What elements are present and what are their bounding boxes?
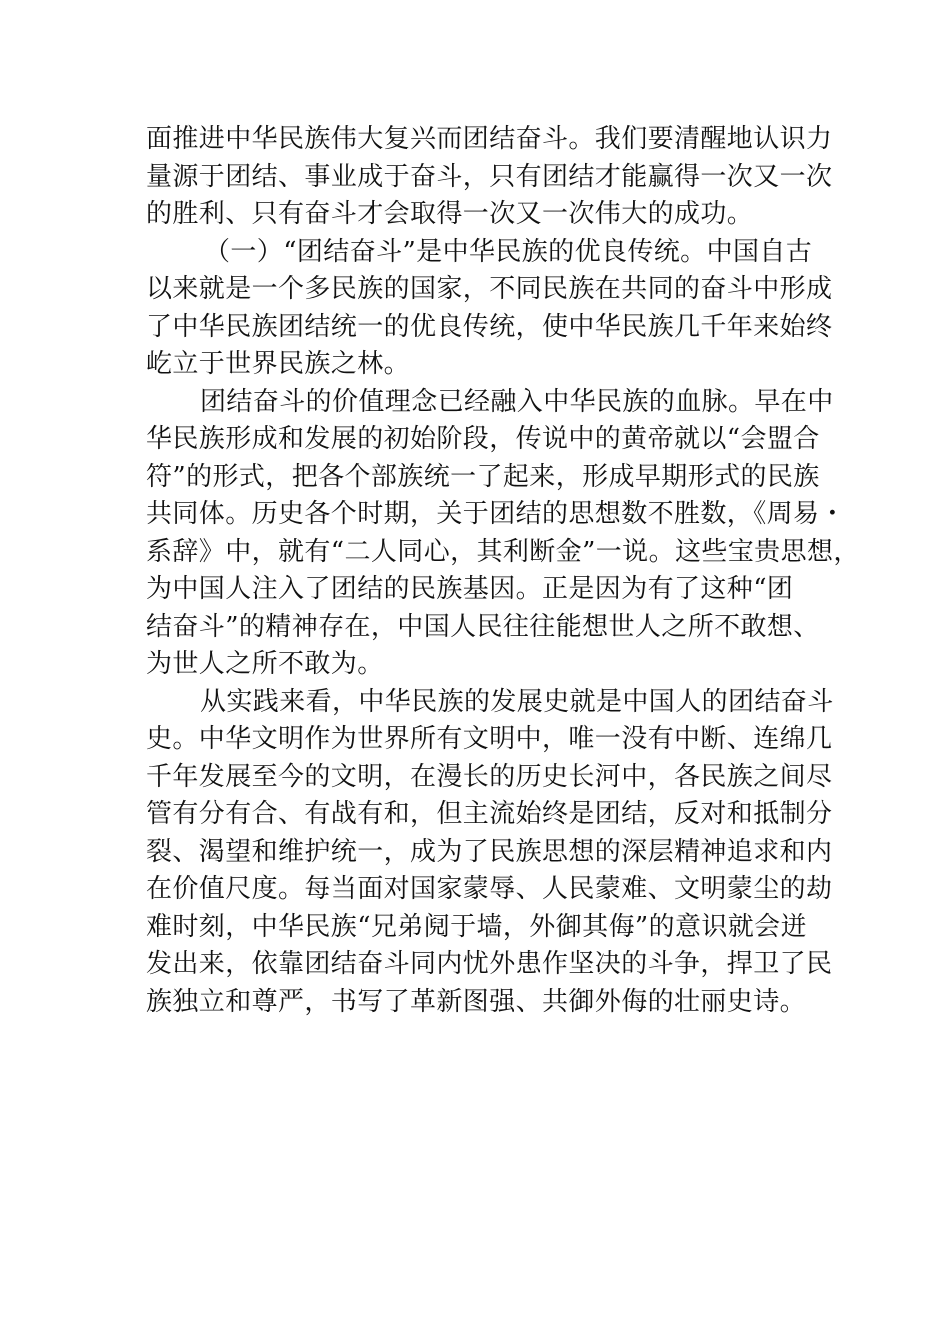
text-line: 系辞》中，就有“二人同心，其利断金”一说。这些宝贵思想， [146,536,860,567]
text-line: 族独立和尊严，书写了革新图强、共御外侮的壮丽史诗。 [146,986,807,1017]
text-line: 难时刻，中华民族“兄弟阋于墙，外御其侮”的意识就会迸 [146,911,807,942]
text-line: 量源于团结、事业成于奋斗，只有团结才能赢得一次又一次 [146,161,833,192]
text-line: 共同体。历史各个时期，关于团结的思想数不胜数，《周易・ [146,499,846,529]
text-line: （一）“团结奋斗”是中华民族的优良传统。中国自古 [204,236,813,267]
body-text [146,121,860,1021]
paragraph-2 [146,234,836,384]
text-line: 裂、渴望和维护统一，成为了民族思想的深层精神追求和内 [146,836,833,867]
text-line: 为世人之所不敢为。 [146,649,384,679]
text-line: 发出来，依靠团结奋斗同内忧外患作坚决的斗争，捍卫了民 [146,949,833,979]
text-line: 华民族形成和发展的初始阶段，传说中的黄帝就以“会盟合 [146,424,820,454]
text-line: 面推进中华民族伟大复兴而团结奋斗。我们要清醒地认识力 [146,124,833,154]
text-line: 千年发展至今的文明，在漫长的历史长河中，各民族之间尽 [146,761,833,792]
text-line: 以来就是一个多民族的国家，不同民族在共同的奋斗中形成 [146,274,833,304]
text-line: 了中华民族团结统一的优良传统，使中华民族几千年来始终 [146,311,833,342]
text-line: 为中国人注入了团结的民族基因。正是因为有了这种“团 [146,574,794,604]
text-line: 从实践来看，中华民族的发展史就是中国人的团结奋斗 [200,686,834,717]
text-line: 的胜利、只有奋斗才会取得一次又一次伟大的成功。 [146,199,754,229]
text-line: 在价值尺度。每当面对国家蒙辱、人民蒙难、文明蒙尘的劫 [146,874,833,904]
paragraph-1 [146,121,836,234]
text-line: 管有分有合、有战有和，但主流始终是团结，反对和抵制分 [146,799,833,829]
paragraph-3 [146,384,860,684]
text-line: 史。中华文明作为世界所有文明中，唯一没有中断、连绵几 [146,724,833,754]
paragraph-4 [146,684,836,1022]
text-line: 屹立于世界民族之林。 [146,349,411,379]
text-line: 团结奋斗的价值理念已经融入中华民族的血脉。早在中 [200,386,834,417]
text-line: 符”的形式，把各个部族统一了起来，形成早期形式的民族 [146,461,820,492]
text-line: 结奋斗”的精神存在，中国人民往往能想世人之所不敢想、 [146,611,820,642]
